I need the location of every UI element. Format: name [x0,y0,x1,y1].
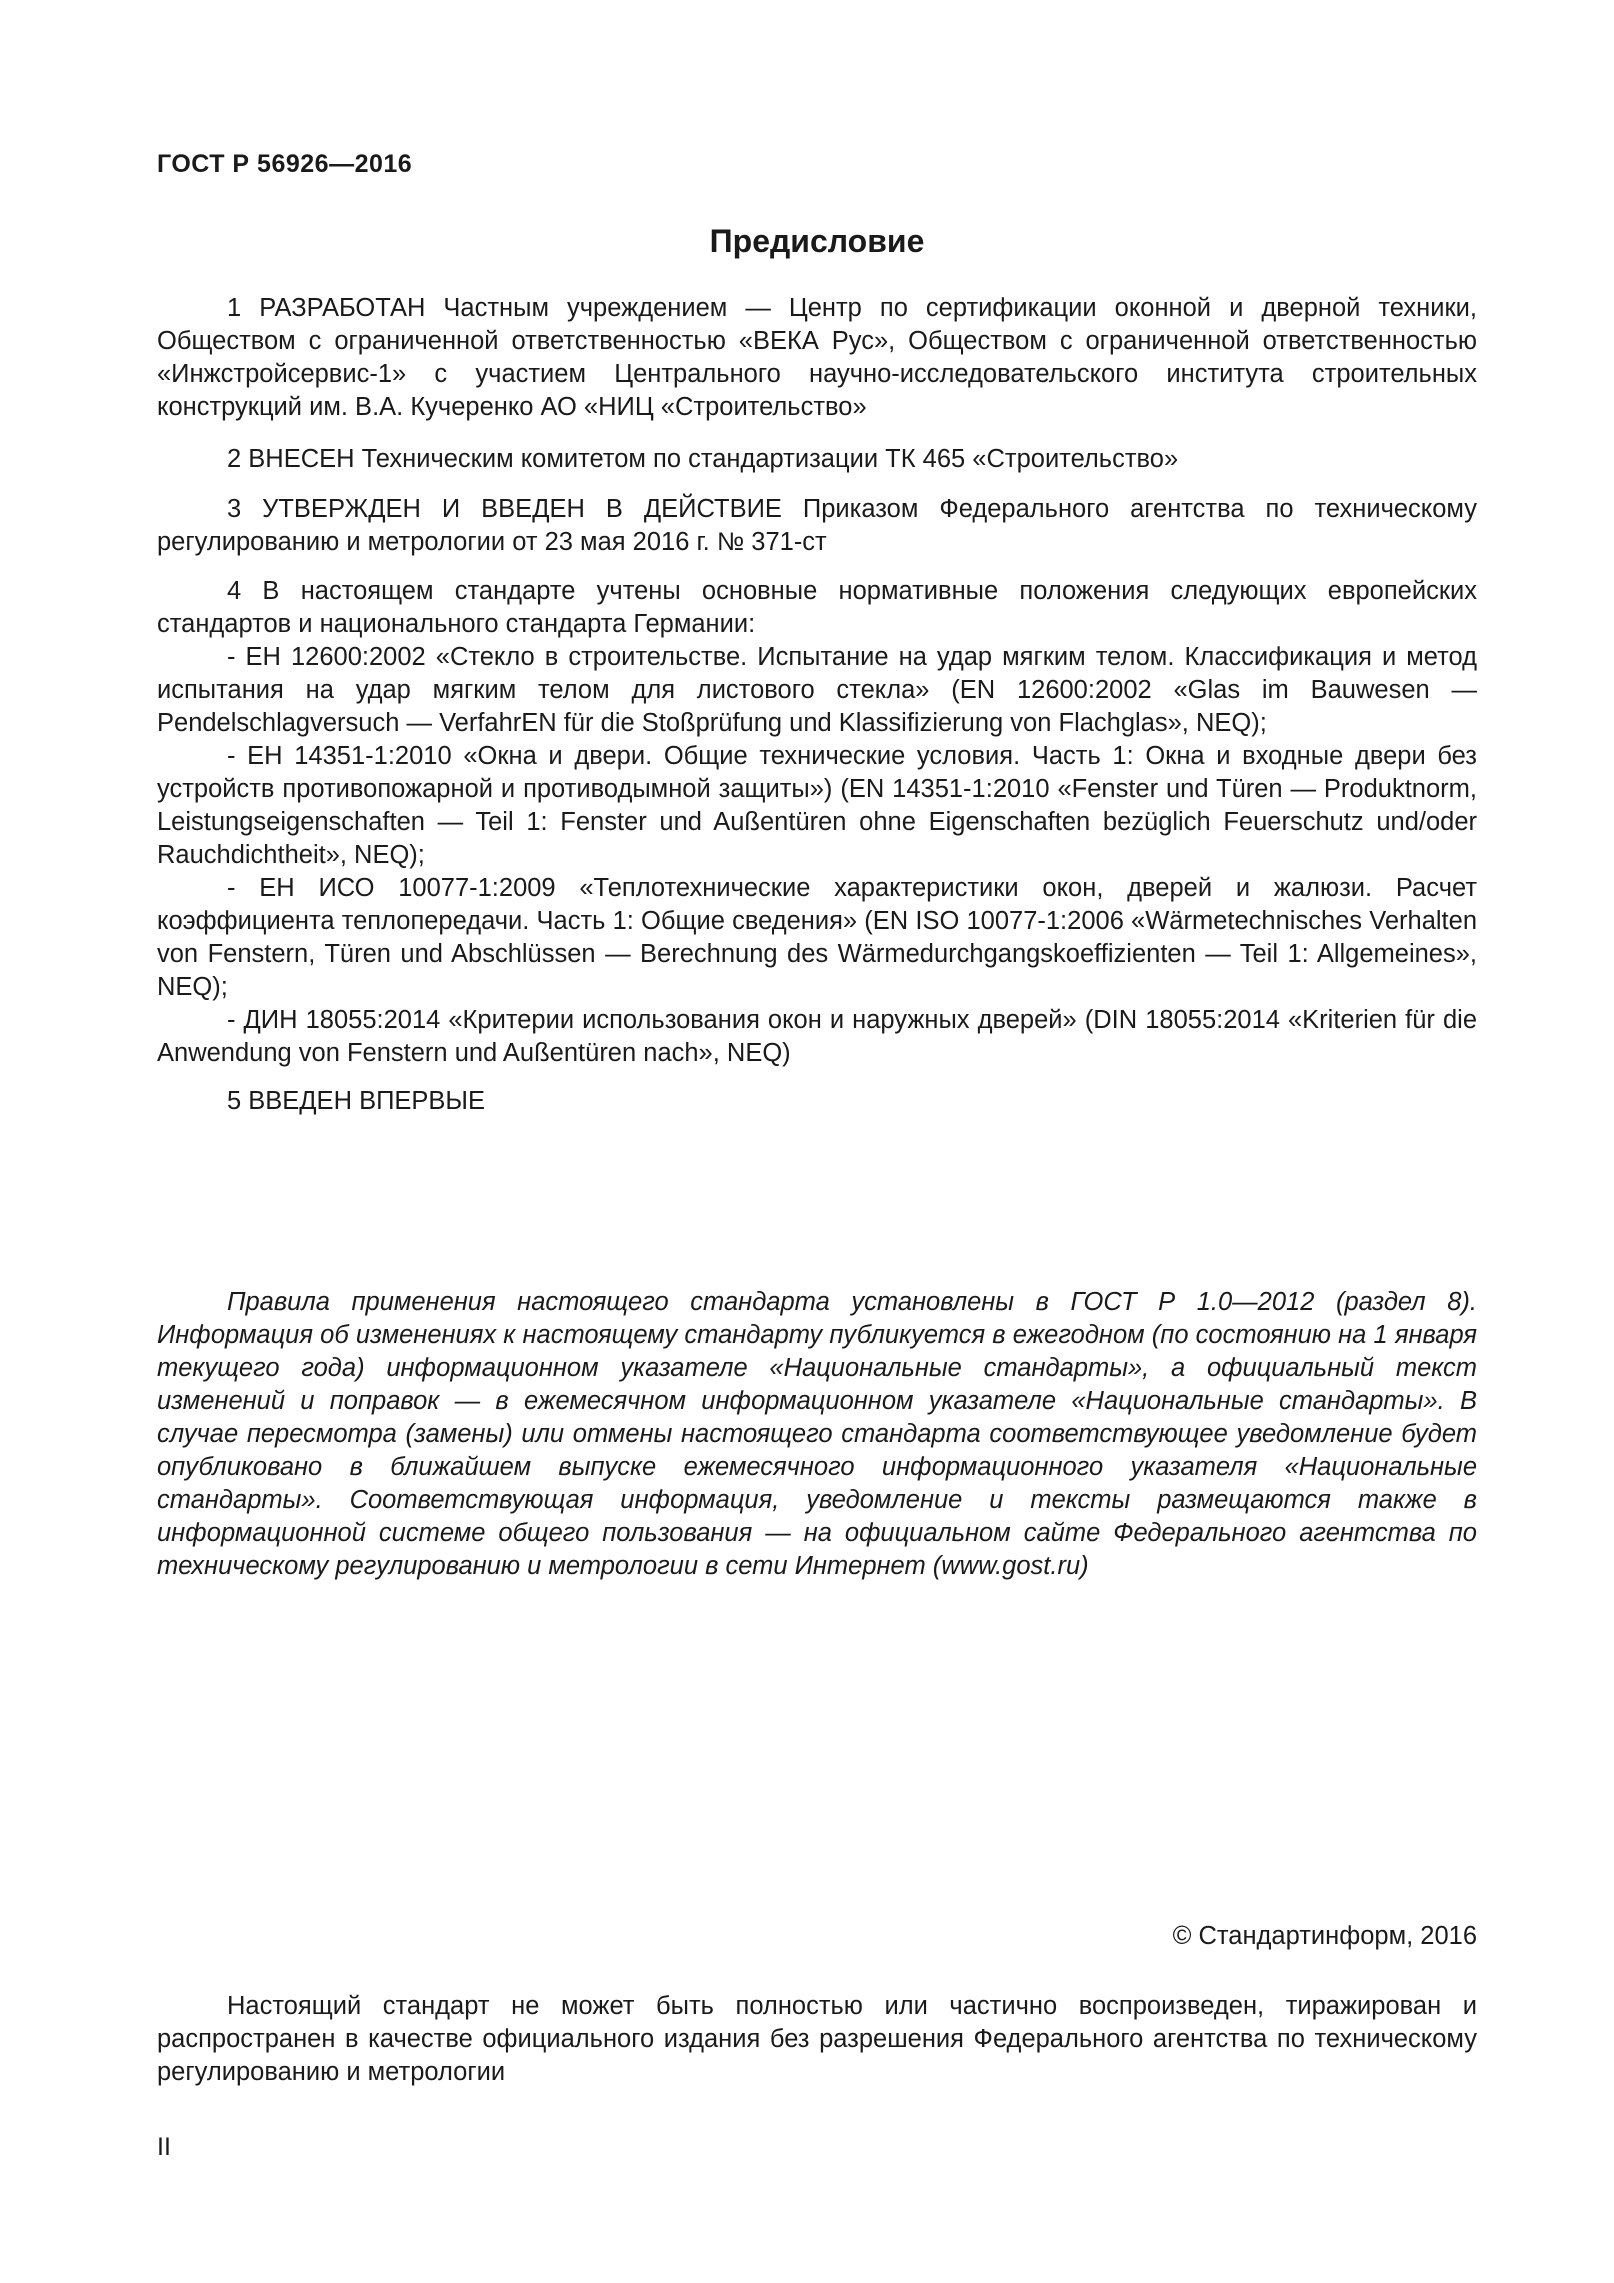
copyright: © Стандартинформ, 2016 [1172,1922,1477,1950]
item-5-first-introduced: 5 ВВЕДЕН ВПЕРВЫЕ [227,1087,486,1115]
reproduction-notice: Настоящий стандарт не может быть полностью или частично воспроизведен, тиражирован и распространен в качестве официального издания без разрешения Федерального агентства по техническому регулированию и метрологии [157,1992,1477,2086]
document-code: ГОСТ Р 56926—2016 [157,150,413,178]
standard-list-item-en-14351: - ЕН 14351-1:2010 «Окна и двери. Общие технические условия. Часть 1: Окна и входные двери без устройств противопожарной и противодымной защиты») (EN 14351-1:2010 «Fenster und Türen — Produktnorm, Leistungseigenschaften — Teil 1: Fenster und Außentüren ohne Eigenschaften bezüglich Feuerschutz und/oder Rauchdichtheit», NEQ); [157,742,1477,869]
standard-list-item-din-18055: - ДИН 18055:2014 «Критерии использования окон и наружных дверей» (DIN 18055:2014 «Kriterien für die Anwendung von Fenstern und Außentüren nach», NEQ) [157,1006,1477,1067]
standard-list-item-en-iso-10077: - ЕН ИСО 10077-1:2009 «Теплотехнические характеристики окон, дверей и жалюзи. Расчет коэффициента теплопередачи. Часть 1: Общие сведения» (EN ISO 10077-1:2006 «Wärmetechnisches Verhalten von Fenstern, Türen und Abschlüssen — Berechnung des Wärmedurchgangskoeffizienten — Teil 1: Allgemeines», NEQ); [157,874,1477,1001]
item-4-block [157,575,1477,1070]
item-4-intro: 4 В настоящем стандарте учтены основные нормативные положения следующих европейских стандартов и национального стандарта Германии: [157,577,1477,638]
item-1-developed: 1 РАЗРАБОТАН Частным учреждением — Центр по сертификации оконной и дверной техники, Обществом с ограниченной ответственностью «ВЕКА Рус», Обществом с ограниченной ответственностью «Инжстройсервис-1» с участием Центрального научно-исследовательского института строительных конструкций им. В.А. Кучеренко АО «НИЦ «Строительство» [157,294,1477,421]
item-3-approved: 3 УТВЕРЖДЕН И ВВЕДЕН В ДЕЙСТВИЕ Приказом Федерального агентства по техническому регулированию и метрологии от 23 мая 2016 г. № 371-ст [157,495,1477,556]
page-number: II [157,2133,171,2161]
application-rules-notice: Правила применения настоящего стандарта установлены в ГОСТ Р 1.0—2012 (раздел 8). Информация об изменениях к настоящему стандарту публикуется в ежегодном (по состоянию на 1 января текущего года) информационном указателе «Национальные стандарты», а официальный текст изменений и поправок — в ежемесячном информационном указателе «Национальные стандарты». В случае пересмотра (замены) или отмены настоящего стандарта соответствующее уведомление будет опубликовано в ближайшем выпуске ежемесячного информационного указателя «Национальные стандарты». Соответствующая информация, уведомление и тексты размещаются также в информационной системе общего пользования — на официальном сайте Федерального агентства по техническому регулированию и метрологии в сети Интернет (www.gost.ru) [157,1288,1477,1580]
standard-list-item-en-12600: - ЕН 12600:2002 «Стекло в строительстве. Испытание на удар мягким телом. Классификация и метод испытания на удар мягким телом для листового стекла» (EN 12600:2002 «Glas im Bauwesen — Pendelschlagversuch — VerfahrEN für die Stoßprüfung und Klassifizierung von Flachglas», NEQ); [157,643,1477,737]
item-2-submitted: 2 ВНЕСЕН Техническим комитетом по стандартизации ТК 465 «Строительство» [227,445,1179,473]
page-title: Предисловие [709,223,925,259]
